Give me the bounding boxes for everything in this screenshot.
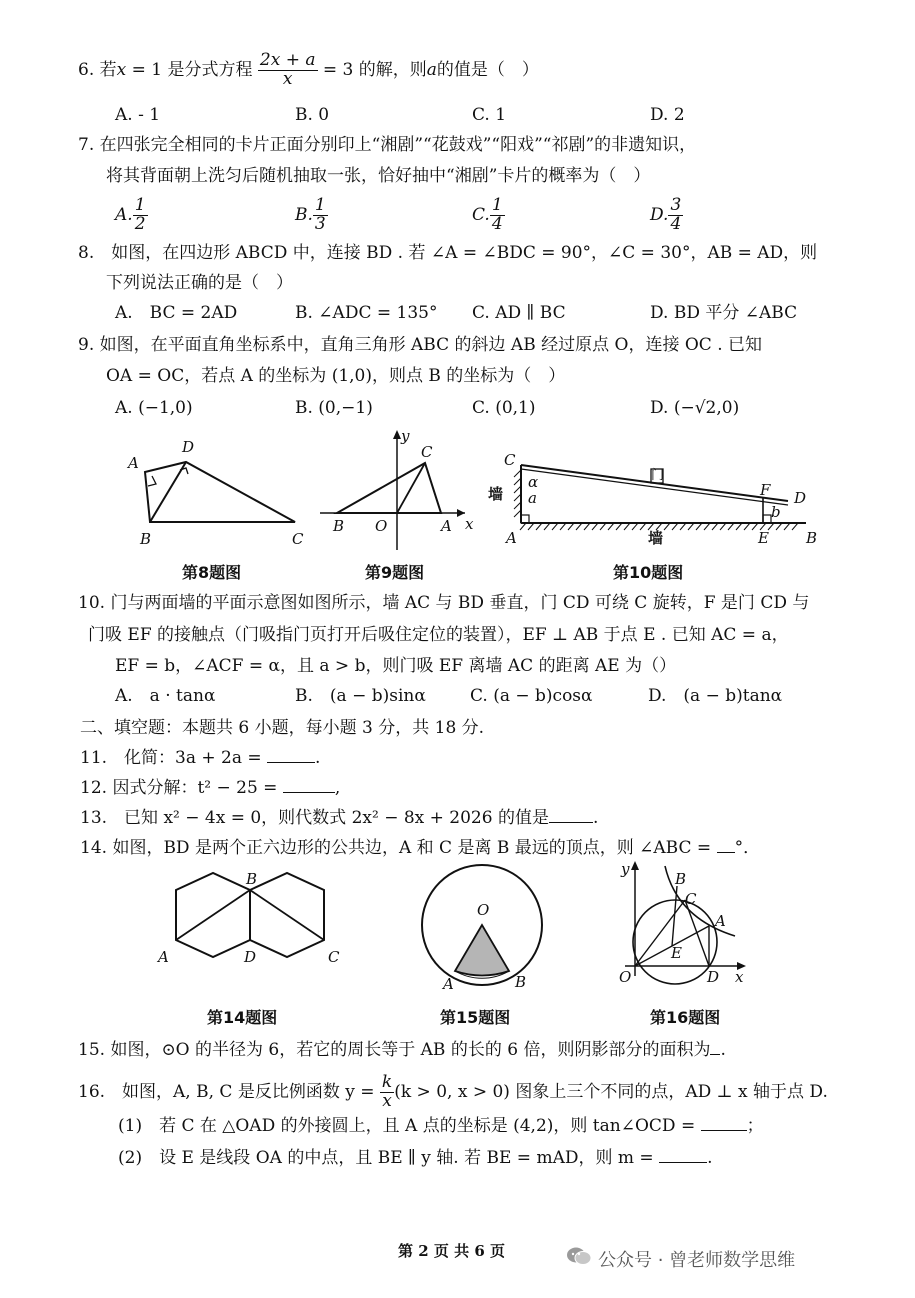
f8-label-c: C: [292, 530, 304, 548]
q12: 12. 因式分解：t² − 25 = ,: [80, 778, 341, 798]
f9-label-b: B: [333, 517, 345, 535]
f15-label-o: O: [477, 901, 490, 919]
q12-blank[interactable]: [283, 792, 335, 793]
q16-stem: 16. 如图，A, B, C 是反比例函数 y = $\frac{k}{x}$ (k > 0, x > 0) 图象上三个不同的点，AD ⊥ x 轴于点 D.: [78, 1072, 828, 1111]
q9-option-b: B. (0,−1): [295, 398, 373, 418]
f15-label-b: B: [515, 973, 527, 991]
f9-label-a: A: [441, 517, 452, 535]
f15-label-a: A: [443, 975, 454, 993]
figure-9: [315, 425, 485, 555]
f16-label-x: x: [735, 968, 744, 986]
caption-fig15: 第15题图: [440, 1008, 511, 1027]
f14-label-b: B: [246, 870, 258, 888]
f10-label-wall: 墙: [488, 485, 504, 503]
q8-option-d: D. BD 平分 ∠ABC: [650, 303, 798, 323]
f10-label-bpt: B: [806, 529, 818, 547]
q16-part1: (1) 若 C 在 △OAD 的外接圆上，且 A 点的坐标是 (4,2)，则 tan∠OCD = ；: [118, 1116, 764, 1136]
watermark: 公众号 · 曾老师数学思维: [598, 1250, 796, 1271]
q16-part2-blank[interactable]: [659, 1162, 707, 1163]
figure-10: [488, 445, 828, 553]
f10-label-f: F: [760, 481, 771, 499]
f16-label-d: D: [707, 968, 720, 986]
figure-15: [415, 858, 550, 993]
f16-label-y: y: [621, 860, 630, 878]
f8-label-b: B: [140, 530, 152, 548]
f10-label-alpha: α: [528, 473, 539, 491]
q8-option-b: B. ∠ADC = 135°: [295, 303, 438, 323]
f16-label-b: B: [675, 870, 687, 888]
q6-option-b: B. 0: [295, 105, 330, 125]
f10-label-b-len: b: [771, 503, 781, 521]
f9-label-y: y: [401, 427, 410, 445]
f14-label-d: D: [244, 948, 257, 966]
f8-label-a: A: [128, 454, 139, 472]
q10-option-c: C. (a − b)cosα: [470, 686, 593, 706]
f14-label-c: C: [328, 948, 340, 966]
f16-label-o: O: [619, 968, 632, 986]
q8-option-c: C. AD ∥ BC: [472, 303, 566, 323]
section-2-heading: 二、填空题：本题共 6 小题，每小题 3 分，共 18 分.: [80, 718, 485, 738]
q11: 11. 化简：3a + 2a = .: [80, 748, 321, 768]
q9-option-d: D. (−√2,0): [650, 398, 740, 418]
q13-blank[interactable]: [549, 822, 593, 823]
q10-option-a: A. a · tanα: [115, 686, 216, 706]
q9-option-a: A. (−1,0): [115, 398, 193, 418]
figure-8: [120, 432, 310, 557]
q7-option-a: A. $\frac{1}{2}$: [115, 195, 146, 234]
f14-label-a: A: [158, 948, 169, 966]
q8-line1: 8. 如图，在四边形 ABCD 中，连接 BD . 若 ∠A = ∠BDC = 90°，∠C = 30°，AB = AD，则: [78, 243, 818, 263]
wechat-icon: [566, 1246, 592, 1266]
q6-fraction: $\frac{2x + a}{x}$: [259, 50, 316, 89]
figure-16: [615, 858, 750, 988]
q10-line3: EF = b，∠ACF = α，且 a > b，则门吸 EF 离墙 AC 的距离 AE 为（）: [115, 656, 677, 676]
q7-option-d: D. $\frac{3}{4}$: [650, 195, 682, 234]
f10-label-wall2: 墙: [648, 529, 664, 547]
f9-label-o: O: [375, 517, 388, 535]
caption-fig8: 第8题图: [182, 563, 242, 582]
q16-part1-blank[interactable]: [701, 1130, 747, 1131]
q7-option-c: C. $\frac{1}{4}$: [472, 195, 503, 234]
f10-label-a: A: [506, 529, 517, 547]
f16-label-c: C: [685, 890, 697, 908]
q8-line2: 下列说法正确的是（ ）: [106, 273, 293, 293]
f10-label-d: D: [794, 489, 807, 507]
q14: 14. 如图，BD 是两个正六边形的公共边，A 和 C 是离 B 最远的顶点，则 ∠ABC = °．: [80, 838, 761, 858]
q15-blank[interactable]: [710, 1054, 720, 1055]
f10-label-e: E: [758, 529, 769, 547]
figure-14: [150, 868, 355, 973]
q9-option-c: C. (0,1): [472, 398, 536, 418]
q9-line1: 9. 如图，在平面直角坐标系中，直角三角形 ABC 的斜边 AB 经过原点 O，连接 OC . 已知: [78, 335, 762, 355]
f9-label-x: x: [465, 515, 474, 533]
caption-fig10: 第10题图: [613, 563, 684, 582]
f10-label-c: C: [504, 451, 516, 469]
q8-option-a: A. BC = 2AD: [115, 303, 238, 323]
q6-stem: 6. 若x = 1 是分式方程 $\frac{2x + a}{x}$ = 3 的解，则a的值是（ ）: [78, 50, 539, 89]
q11-blank[interactable]: [267, 762, 315, 763]
caption-fig16: 第16题图: [650, 1008, 721, 1027]
f9-label-c: C: [421, 443, 433, 461]
q10-option-d: D. (a − b)tanα: [648, 686, 783, 706]
page-number: 第 2 页 共 6 页: [398, 1242, 505, 1260]
q6-option-a: A. - 1: [115, 105, 161, 125]
q9-line2: OA = OC，若点 A 的坐标为 (1,0)，则点 B 的坐标为（ ）: [106, 366, 566, 386]
q6-option-c: C. 1: [472, 105, 507, 125]
caption-fig14: 第14题图: [207, 1008, 278, 1027]
q10-option-b: B. (a − b)sinα: [295, 686, 426, 706]
q16-part2: (2) 设 E 是线段 OA 的中点，且 BE ∥ y 轴. 若 BE = mAD，则 m = .: [118, 1148, 713, 1168]
f10-label-a-len: a: [528, 489, 537, 507]
q14-blank[interactable]: [717, 852, 735, 853]
f10-label-door: 门: [651, 468, 665, 483]
q10-line1: 10. 门与两面墙的平面示意图如图所示，墙 AC 与 BD 垂直，门 CD 可绕 C 旋转，F 是门 CD 与: [78, 593, 810, 613]
q13: 13. 已知 x² − 4x = 0，则代数式 2x² − 8x + 2026 的值是 .: [80, 808, 599, 828]
q7-line1: 7. 在四张完全相同的卡片正面分别印上“湘剧”“花鼓戏”“阳戏”“祁剧”的非遗知识，: [78, 135, 697, 155]
f8-label-d: D: [182, 438, 195, 456]
f16-label-e: E: [671, 944, 682, 962]
q7-line2: 将其背面朝上洗匀后随机抽取一张，恰好抽中“湘剧”卡片的概率为（ ）: [106, 166, 651, 186]
q7-option-b: B. $\frac{1}{3}$: [295, 195, 326, 234]
q15: 15. 如图，⊙O 的半径为 6，若它的周长等于 AB 的长的 6 倍，则阴影部分的面积为 .: [78, 1040, 726, 1060]
q6-option-d: D. 2: [650, 105, 685, 125]
caption-fig9: 第9题图: [365, 563, 425, 582]
f16-label-a: A: [715, 912, 726, 930]
q10-line2: 门吸 EF 的接触点（门吸指门页打开后吸住定位的装置），EF ⊥ AB 于点 E . 已知 AC = a，: [88, 625, 789, 645]
